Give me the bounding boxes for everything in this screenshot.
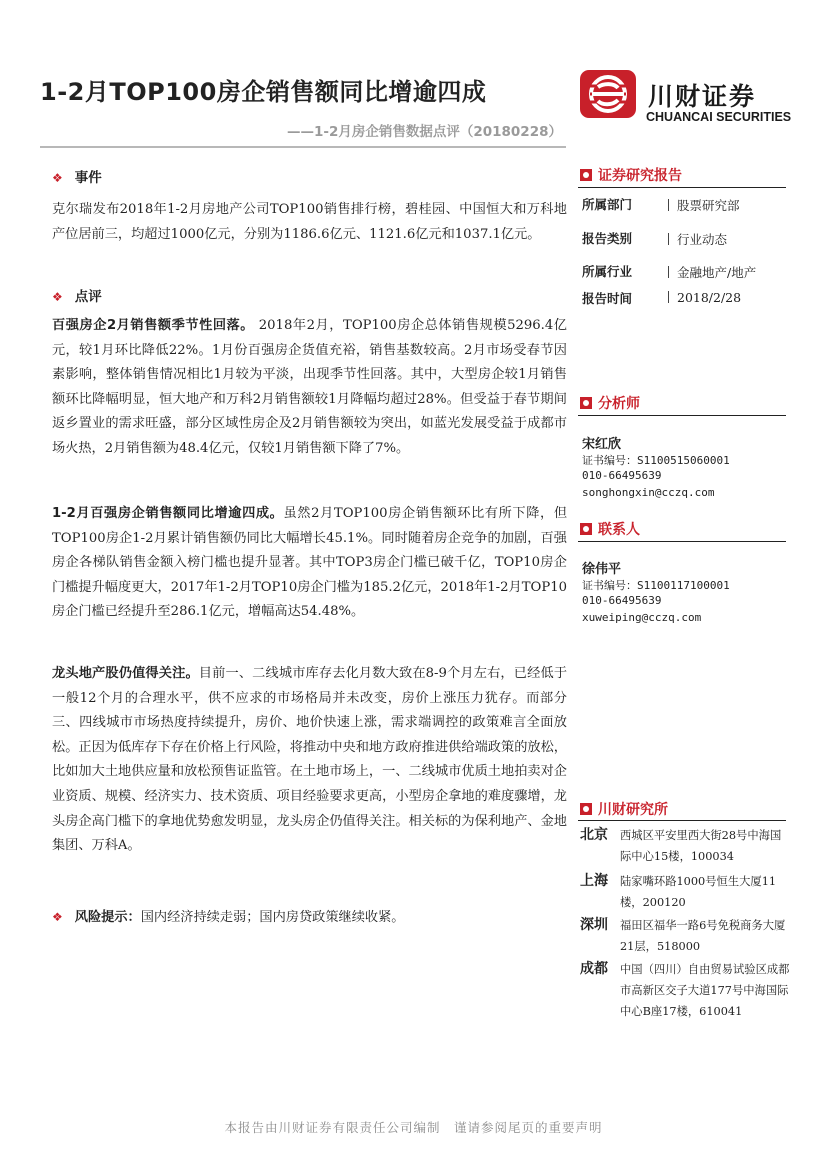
- comment-paragraph-3: 龙头地产股仍值得关注。目前一、二线城市库存去化月数大致在8-9个月左右，已经低于一般12个月的合理水平，供不应求的市场格局并未改变，房价上涨压力犹存。而部分三、四线城市市场热度持续提升，房价、地价快速上涨，需求端调控的政策难言全面放松。正因为低库存下存在价格上行风险，将推动中央和地方政府推进供给端政策的放松，比如加大土地供应量和放松预售证监管。在土地市场上，一、二线城市优质土地拍卖对企业资质、规模、经济实力、技术资质、项目经验要求更高，小型房企拿地的难度骤增，龙头房企高门槛下的拿地优势愈发明显，龙头房企仍值得关注。相关标的为保利地产、金地集团、万科A。: [52, 666, 568, 854]
- research-report-heading: 证券研究报告: [580, 165, 682, 185]
- analyst-phone: 010-66495639: [582, 469, 662, 482]
- info-value-date: 2018/2/28: [668, 290, 741, 305]
- analyst-email[interactable]: songhongxin@cczq.com: [582, 486, 715, 499]
- comment-heading: ❖ 点评: [52, 289, 102, 305]
- office-address-shanghai: 陆家嘴环路1000号恒生大厦11楼，200120: [620, 875, 777, 909]
- paragraph-3-lead: 龙头地产股仍值得关注。: [52, 666, 199, 681]
- sidebar-divider: [578, 541, 786, 542]
- risk-note: ❖ 风险提示：国内经济持续走弱；国内房贷政策继续收紧。: [52, 910, 405, 925]
- event-heading: ❖ 事件: [52, 170, 102, 186]
- report-title: 1-2月TOP100房企销售额同比增逾四成: [40, 78, 487, 106]
- report-subtitle: ——1-2月房企销售数据点评（20180228）: [286, 124, 562, 140]
- brand-logo-icon: [580, 70, 636, 118]
- info-label-category: 报告类别: [582, 231, 633, 246]
- section-marker-icon: [580, 169, 592, 181]
- comment-paragraph-2: 1-2月百强房企销售额同比增逾四成。虽然2月TOP100房企销售额环比有所下降，但TOP100房企1-2月累计销售额仍同比大幅增长45.1%。同时随着房企竞争的加剧，百强房企各梯队销售金额入榜门槛也提升显著。其中TOP3房企门槛已破千亿，TOP10房企门槛提升幅度更大，2017年1-2月TOP10房企门槛为185.2亿元，2018年1-2月TOP10房企门槛已经提升至286.1亿元，增幅高达54.48%。: [52, 506, 568, 620]
- analyst-cert: 证书编号：S1100515060001: [582, 454, 730, 467]
- comment-paragraph-1: 百强房企2月销售额季节性回落。 2018年2月，TOP100房企总体销售规模5296.4亿元，较1月环比降低22%。1月份百强房企货值充裕，销售基数较高。2月市场受春节因素影响，整体销售情况相比1月较为平淡，出现季节性回落。其中，大型房企较1月销售额环比降幅明显，恒大地产和万科2月销售额较1月降幅均超过28%。但受益于春节期间返乡置业的需求旺盛，部分区域性房企及2月销售额较为突出，如蓝光发展受益于成都市场火热，2月销售额为48.4亿元，仅较1月销售额下降了7%。: [52, 318, 567, 456]
- contact-name: 徐伟平: [582, 562, 622, 577]
- paragraph-1-lead: 百强房企2月销售额季节性回落。: [52, 318, 255, 333]
- event-paragraph: 克尔瑞发布2018年1-2月房地产公司TOP100销售排行榜，碧桂园、中国恒大和万科地产位居前三，均超过1000亿元，分别为1186.6亿元、1121.6亿元和1037.1亿元。: [52, 202, 567, 242]
- info-value-department: 股票研究部: [668, 196, 740, 214]
- office-city-shenzhen: 深圳: [580, 917, 608, 933]
- section-marker-icon: [580, 523, 592, 535]
- contact-heading: 联系人: [580, 519, 640, 539]
- office-address-shenzhen: 福田区福华一路6号免税商务大厦21层，518000: [620, 919, 786, 953]
- office-address-beijing: 西城区平安里西大街28号中海国际中心15楼，100034: [620, 829, 782, 863]
- analyst-name: 宋红欣: [582, 437, 622, 452]
- contact-email[interactable]: xuweiping@cczq.com: [582, 611, 702, 624]
- section-marker-icon: [580, 397, 592, 409]
- info-value-industry: 金融地产/地产: [668, 263, 756, 281]
- sidebar-divider: [578, 820, 786, 821]
- office-city-beijing: 北京: [580, 827, 608, 843]
- research-institute-heading: 川财研究所: [580, 799, 668, 819]
- footer-disclaimer: 本报告由川财证券有限责任公司编制 谨请参阅尾页的重要声明: [224, 1120, 603, 1135]
- header-divider: [40, 146, 566, 148]
- brand-name-en: CHUANCAI SECURITIES: [646, 110, 792, 124]
- office-city-chengdu: 成都: [580, 961, 608, 977]
- contact-cert: 证书编号：S1100117100001: [582, 579, 730, 592]
- office-city-shanghai: 上海: [580, 873, 608, 889]
- sidebar-divider: [578, 415, 786, 416]
- contact-phone: 010-66495639: [582, 594, 662, 607]
- sidebar-divider: [578, 187, 786, 188]
- diamond-bullet-icon: ❖: [52, 290, 63, 304]
- info-value-category: 行业动态: [668, 230, 727, 248]
- diamond-bullet-icon: ❖: [52, 171, 63, 185]
- diamond-bullet-icon: ❖: [52, 910, 63, 924]
- paragraph-2-lead: 1-2月百强房企销售额同比增逾四成。: [52, 506, 284, 521]
- brand-name-cn: 川财证券: [648, 82, 757, 111]
- info-label-department: 所属部门: [582, 197, 633, 212]
- section-marker-icon: [580, 803, 592, 815]
- office-address-chengdu: 中国（四川）自由贸易试验区成都市高新区交子大道177号中海国际中心B座17楼，610041: [620, 963, 790, 1018]
- info-label-industry: 所属行业: [582, 264, 633, 279]
- info-label-date: 报告时间: [582, 291, 633, 306]
- analyst-heading: 分析师: [580, 393, 640, 413]
